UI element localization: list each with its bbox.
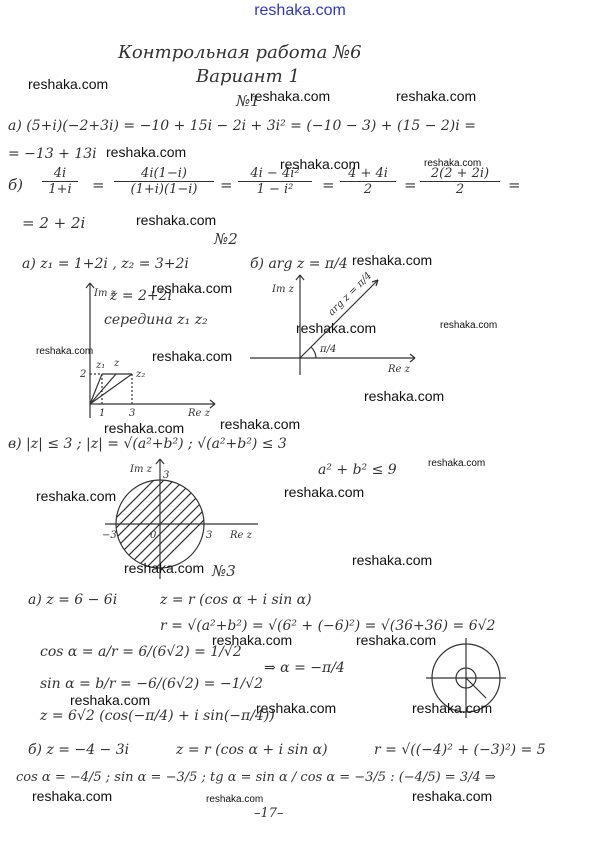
y-axis-arrow bbox=[156, 459, 160, 464]
ray-arg bbox=[300, 280, 378, 358]
problem-2v-line: в) |z| ≤ 3 ; |z| = √(a²+b²) ; √(a²+b²) ≤ 3 bbox=[8, 436, 287, 452]
problem-2v-line2: a² + b² ≤ 9 bbox=[318, 462, 397, 478]
ray-label: arg z = π/4 bbox=[326, 270, 375, 319]
problem-3a-alpha: ⇒ α = −π/4 bbox=[264, 660, 345, 676]
x-axis-arrow bbox=[410, 358, 415, 362]
watermark: reshaka.com bbox=[70, 692, 151, 708]
frac3: 4i − 4i² 1 − i² bbox=[238, 166, 312, 197]
point-label: z bbox=[114, 358, 120, 369]
frac1: 4i 1+i bbox=[42, 166, 78, 197]
problem-3a-line1: а) z = 6 − 6i bbox=[28, 592, 118, 608]
watermark: reshaka.com bbox=[152, 348, 233, 364]
watermark: reshaka.com bbox=[412, 788, 493, 804]
watermark: reshaka.com bbox=[36, 488, 117, 504]
problem-2-number: №2 bbox=[214, 230, 238, 248]
x-tick: −3 bbox=[102, 530, 117, 541]
axis-label-im: Im z bbox=[94, 288, 116, 299]
site-link[interactable]: reshaka.com bbox=[254, 2, 346, 19]
x-tick: 3 bbox=[206, 530, 213, 541]
problem-2a-z: z = 2+2i bbox=[110, 288, 173, 304]
watermark: reshaka.com bbox=[36, 346, 94, 357]
watermark: reshaka.com bbox=[356, 632, 437, 648]
problem-2b-line: б) arg z = π/4 bbox=[250, 256, 348, 272]
watermark: reshaka.com bbox=[28, 76, 109, 92]
watermark: reshaka.com bbox=[396, 88, 477, 104]
watermark: reshaka.com bbox=[256, 700, 337, 716]
equals-sign: = bbox=[220, 176, 233, 194]
watermark: reshaka.com bbox=[440, 320, 498, 331]
equals-sign: = bbox=[322, 176, 335, 194]
watermark: reshaka.com bbox=[284, 484, 365, 500]
watermark: reshaka.com bbox=[412, 700, 493, 716]
y-axis-arrow bbox=[296, 275, 300, 280]
x-axis-arrow bbox=[410, 354, 415, 358]
x-axis-arrow bbox=[210, 404, 215, 408]
watermark: reshaka.com bbox=[428, 458, 486, 469]
watermark: reshaka.com bbox=[124, 560, 205, 576]
problem-3b-line1: б) z = −4 − 3i bbox=[28, 742, 130, 758]
vector-z bbox=[90, 374, 116, 404]
watermark: reshaka.com bbox=[106, 144, 187, 160]
problem-1-number: №1 bbox=[236, 92, 260, 110]
problem-1b-label: б) bbox=[8, 176, 24, 194]
watermark: reshaka.com bbox=[220, 416, 301, 432]
x-tick: 0 bbox=[150, 530, 157, 541]
problem-3a-trig-form: z = r (cos α + i sin α) bbox=[160, 592, 312, 608]
y-axis-arrow bbox=[300, 275, 304, 280]
problem-3a-modulus: r = √(a²+b²) = √(6² + (−6)²) = √(36+36) = 6√2 bbox=[160, 618, 496, 634]
y-tick: 2 bbox=[80, 369, 87, 380]
point-label: z₂ bbox=[136, 369, 146, 380]
axis-label-im: Im z bbox=[130, 464, 152, 475]
angle-arc bbox=[311, 347, 316, 358]
problem-3-number: №3 bbox=[212, 562, 236, 580]
problem-1b-result: = 2 + 2i bbox=[22, 214, 86, 232]
equals-sign: = bbox=[92, 176, 105, 194]
problem-3b-line2: cos α = −4/5 ; sin α = −3/5 ; tg α = sin α / cos α = −3/5 : (−4/5) = 3/4 ⇒ bbox=[16, 770, 496, 785]
watermark: reshaka.com bbox=[352, 552, 433, 568]
problem-3a-cos: cos α = a/r = 6/(6√2) = 1/√2 bbox=[40, 644, 242, 660]
y-tick: 3 bbox=[163, 470, 170, 481]
angle-label: π/4 bbox=[320, 344, 337, 355]
x-axis-arrow bbox=[210, 400, 215, 404]
x-tick: 3 bbox=[129, 408, 136, 419]
page-number: –17– bbox=[254, 806, 284, 821]
watermark: reshaka.com bbox=[212, 632, 293, 648]
watermark: reshaka.com bbox=[104, 420, 185, 436]
watermark: reshaka.com bbox=[250, 88, 331, 104]
axis-label-im: Im z bbox=[272, 284, 294, 295]
frac4: 4 + 4i 2 bbox=[340, 166, 396, 197]
problem-2a-midpoint: середина z₁ z₂ bbox=[104, 312, 208, 328]
problem-3a-result: z = 6√2 (cos(−π/4) + i sin(−π/4)) bbox=[40, 708, 275, 724]
problem-3b-modulus: r = √((−4)² + (−3)²) = 5 bbox=[374, 742, 546, 758]
frac5: 2(2 + 2i) 2 bbox=[420, 166, 500, 197]
watermark: reshaka.com bbox=[206, 794, 264, 805]
axis-label-re: Re z bbox=[188, 408, 210, 419]
problem-1a-line1: а) (5+i)(−2+3i) = −10 + 15i − 2i + 3i² = (−10 − 3) + (15 − 2)i = bbox=[8, 118, 476, 134]
axis-label-re: Re z bbox=[388, 364, 410, 375]
watermark: reshaka.com bbox=[352, 252, 433, 268]
point-label: z₁ bbox=[96, 360, 106, 371]
watermark: reshaka.com bbox=[280, 156, 361, 172]
watermark: reshaka.com bbox=[152, 280, 233, 296]
watermark: reshaka.com bbox=[364, 388, 445, 404]
watermark: reshaka.com bbox=[32, 788, 113, 804]
y-axis-arrow bbox=[160, 459, 164, 464]
axis-label-re: Re z bbox=[230, 530, 252, 541]
problem-3a-sin: sin α = b/r = −6/(6√2) = −1/√2 bbox=[40, 676, 264, 692]
watermark: reshaka.com bbox=[296, 320, 377, 336]
x-tick: 1 bbox=[99, 408, 106, 419]
equals-sign: = bbox=[404, 176, 417, 194]
problem-2a-line: а) z₁ = 1+2i , z₂ = 3+2i bbox=[22, 256, 189, 272]
watermark: reshaka.com bbox=[424, 158, 482, 169]
worksheet-title: Контрольная работа №6 bbox=[118, 42, 362, 63]
frac2: 4i(1−i) (1+i)(1−i) bbox=[114, 166, 214, 197]
problem-1a-line2: = −13 + 13i bbox=[8, 146, 97, 162]
problem-3b-trig-form: z = r (cos α + i sin α) bbox=[176, 742, 328, 758]
variant-label: Вариант 1 bbox=[196, 66, 300, 87]
watermark: reshaka.com bbox=[136, 212, 217, 228]
equals-sign: = bbox=[508, 176, 521, 194]
